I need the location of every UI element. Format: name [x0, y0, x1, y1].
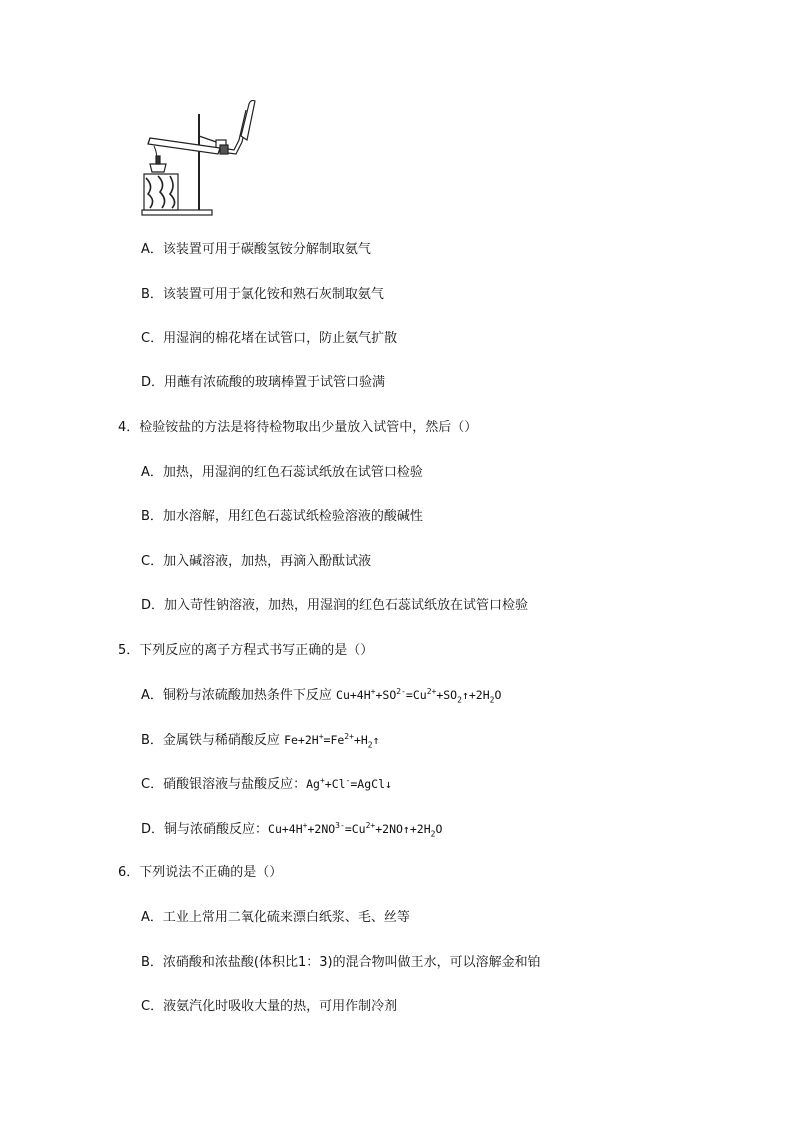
q5-option-a — [141, 687, 501, 704]
apparatus-figure — [136, 96, 256, 220]
q3-option-a: A．该装置可用于碳酸氢铵分解制取氨气 — [141, 242, 371, 257]
q4-stem: 4．检验铵盐的方法是将待检物取出少量放入试管中，然后（） — [118, 420, 478, 435]
q6-option-b: B．浓硝酸和浓盐酸(体积比1：3)的混合物叫做王水，可以溶解金和铂 — [141, 955, 541, 970]
q5-stem: 5．下列反应的离子方程式书写正确的是（） — [118, 643, 374, 658]
q4-option-b: B．加水溶解，用红色石蕊试纸检验溶液的酸碱性 — [141, 509, 423, 524]
q6-option-a: A．工业上常用二氧化硫来漂白纸浆、毛、丝等 — [141, 910, 410, 925]
q5-option-d-formula: $Cu+4H^++2NO^{3-}=Cu^{2+}+2NO↑+2H_2O$ — [268, 821, 443, 839]
q5-option-d — [141, 821, 442, 838]
q3-option-b: B．该装置可用于氯化铵和熟石灰制取氨气 — [141, 287, 384, 302]
q5-option-c-formula: Ag++Cl-=AgCl↓ — [306, 776, 392, 791]
q5-option-d-label: D．铜与浓硝酸反应： — [141, 822, 269, 837]
q6-stem: 6．下列说法不正确的是（） — [118, 865, 283, 880]
q6-option-c: C．液氨汽化时吸收大量的热，可用作制冷剂 — [141, 999, 398, 1014]
q5-option-a-formula: $Cu+4H^++SO^{2-}=Cu^{2+}+SO_2↑+2H_2O$ — [336, 687, 502, 705]
q4-option-c: C．加入碱溶液，加热，再滴入酚酞试液 — [141, 554, 372, 569]
q5-option-c — [141, 776, 392, 793]
q3-option-c: C．用湿润的棉花堵在试管口，防止氨气扩散 — [141, 331, 398, 346]
q5-option-a-label: A．铜粉与浓硫酸加热条件下反应 — [141, 688, 337, 703]
q4-option-a: A．加热，用湿润的红色石蕊试纸放在试管口检验 — [141, 465, 423, 480]
q5-option-b-label: B．金属铁与稀硝酸反应 — [141, 733, 285, 748]
q3-option-d: D．用蘸有浓硫酸的玻璃棒置于试管口验满 — [141, 375, 386, 390]
q4-option-d: D．加入苛性钠溶液，加热，用湿润的红色石蕊试纸放在试管口检验 — [141, 598, 529, 613]
q5-option-b — [141, 732, 380, 749]
q5-option-c-label: C．硝酸银溶液与盐酸反应： — [141, 777, 307, 792]
q5-option-b-formula: $Fe+2H^+=Fe^{2+}+H_2↑$ — [284, 732, 380, 750]
